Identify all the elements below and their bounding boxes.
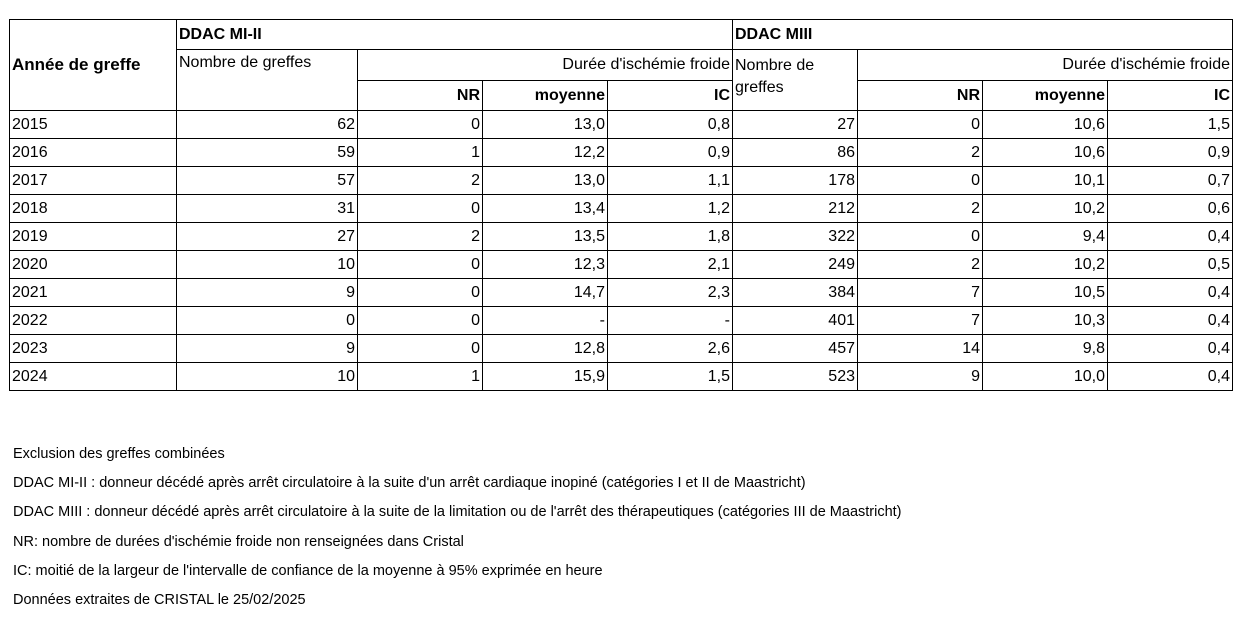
nb-greffes-cell-1: 27 <box>177 223 358 251</box>
nb-greffes-cell-2: 178 <box>733 167 858 195</box>
nb-greffes-cell-2: 249 <box>733 251 858 279</box>
nr-cell-1: 0 <box>358 279 483 307</box>
nb-greffes-header-2 <box>733 50 858 111</box>
ic-cell-1: 1,1 <box>608 167 733 195</box>
year-cell: 2020 <box>10 251 177 279</box>
nb-greffes-header-1: Nombre de greffes <box>177 50 358 111</box>
nr-cell-2: 14 <box>858 335 983 363</box>
nb-greffes-cell-1: 59 <box>177 139 358 167</box>
moyenne-cell-1: 12,3 <box>483 251 608 279</box>
table-row <box>10 111 1233 139</box>
moyenne-cell-1: 13,0 <box>483 167 608 195</box>
group-header-ddac-mi-ii: DDAC MI-II <box>177 20 733 50</box>
nr-cell-2: 0 <box>858 111 983 139</box>
nr-cell-2: 2 <box>858 195 983 223</box>
moyenne-cell-2: 9,8 <box>983 335 1108 363</box>
nb-greffes-cell-1: 0 <box>177 307 358 335</box>
nb-greffes-cell-2: 457 <box>733 335 858 363</box>
ic-header-2: IC <box>1108 81 1233 111</box>
moyenne-cell-1: 13,4 <box>483 195 608 223</box>
ic-cell-1: 1,8 <box>608 223 733 251</box>
table-body <box>10 111 1233 391</box>
ic-cell-1: 1,2 <box>608 195 733 223</box>
table-row <box>10 139 1233 167</box>
table-row <box>10 307 1233 335</box>
note-ddac-miii: DDAC MIII : donneur décédé après arrêt circulatoire à la suite de la limitation ou de l'arrêt des thérapeutiques (catégories III de Maastricht) <box>13 504 902 521</box>
ic-cell-2: 0,4 <box>1108 363 1233 391</box>
moyenne-cell-2: 10,2 <box>983 195 1108 223</box>
nb-greffes-header-2-line2: greffes <box>735 79 784 96</box>
moyenne-cell-2: 10,1 <box>983 167 1108 195</box>
nb-greffes-cell-2: 523 <box>733 363 858 391</box>
note-nr: NR: nombre de durées d'ischémie froide non renseignées dans Cristal <box>13 533 464 550</box>
moyenne-cell-1: 15,9 <box>483 363 608 391</box>
ic-cell-2: 0,7 <box>1108 167 1233 195</box>
nr-cell-2: 2 <box>858 139 983 167</box>
year-cell: 2019 <box>10 223 177 251</box>
nr-header-1: NR <box>358 81 483 111</box>
moyenne-cell-2: 10,6 <box>983 111 1108 139</box>
nr-cell-1: 0 <box>358 251 483 279</box>
ischemia-table <box>9 19 1233 391</box>
year-cell: 2022 <box>10 307 177 335</box>
nr-cell-2: 0 <box>858 223 983 251</box>
ic-cell-1: 2,3 <box>608 279 733 307</box>
header-row-1 <box>10 20 1233 50</box>
moyenne-header-2: moyenne <box>983 81 1108 111</box>
ic-cell-2: 1,5 <box>1108 111 1233 139</box>
nr-cell-1: 2 <box>358 167 483 195</box>
nr-cell-1: 0 <box>358 307 483 335</box>
moyenne-cell-2: 10,0 <box>983 363 1108 391</box>
year-column-header: Année de greffe <box>10 20 177 111</box>
ic-cell-1: 2,6 <box>608 335 733 363</box>
nr-cell-1: 2 <box>358 223 483 251</box>
table-row <box>10 251 1233 279</box>
moyenne-header-1: moyenne <box>483 81 608 111</box>
duree-header-1: Durée d'ischémie froide <box>358 50 733 81</box>
moyenne-cell-1: 12,2 <box>483 139 608 167</box>
year-cell: 2024 <box>10 363 177 391</box>
nb-greffes-cell-1: 10 <box>177 251 358 279</box>
moyenne-cell-1: 14,7 <box>483 279 608 307</box>
nr-cell-2: 0 <box>858 167 983 195</box>
nr-cell-1: 0 <box>358 195 483 223</box>
year-cell: 2023 <box>10 335 177 363</box>
nr-cell-2: 2 <box>858 251 983 279</box>
table-row <box>10 335 1233 363</box>
duree-header-2: Durée d'ischémie froide <box>858 50 1233 81</box>
note-exclusion: Exclusion des greffes combinées <box>13 446 225 462</box>
nb-greffes-cell-2: 27 <box>733 111 858 139</box>
nb-greffes-cell-2: 384 <box>733 279 858 307</box>
nr-cell-1: 1 <box>358 363 483 391</box>
year-cell: 2015 <box>10 111 177 139</box>
ic-cell-1: 0,8 <box>608 111 733 139</box>
ic-cell-2: 0,5 <box>1108 251 1233 279</box>
note-ddac-mi-ii: DDAC MI-II : donneur décédé après arrêt circulatoire à la suite d'un arrêt cardiaque inopiné (catégories I et II de Maastricht) <box>13 475 806 492</box>
moyenne-cell-1: 12,8 <box>483 335 608 363</box>
ic-cell-2: 0,9 <box>1108 139 1233 167</box>
nb-greffes-cell-1: 10 <box>177 363 358 391</box>
table-row <box>10 223 1233 251</box>
nr-cell-1: 0 <box>358 335 483 363</box>
moyenne-cell-2: 10,6 <box>983 139 1108 167</box>
table-row <box>10 363 1233 391</box>
ic-cell-1: 2,1 <box>608 251 733 279</box>
note-source: Données extraites de CRISTAL le 25/02/2025 <box>13 591 306 608</box>
nb-greffes-cell-1: 57 <box>177 167 358 195</box>
table-row <box>10 195 1233 223</box>
year-cell: 2021 <box>10 279 177 307</box>
ic-header-1: IC <box>608 81 733 111</box>
ic-cell-1: 0,9 <box>608 139 733 167</box>
nr-cell-1: 1 <box>358 139 483 167</box>
nr-header-2: NR <box>858 81 983 111</box>
moyenne-cell-1: 13,0 <box>483 111 608 139</box>
ic-cell-2: 0,4 <box>1108 223 1233 251</box>
note-ic: IC: moitié de la largeur de l'intervalle de confiance de la moyenne à 95% exprimée en heure <box>13 562 603 579</box>
ic-cell-1: - <box>608 307 733 335</box>
moyenne-cell-2: 10,3 <box>983 307 1108 335</box>
header-row-2 <box>10 50 1233 81</box>
ic-cell-2: 0,4 <box>1108 279 1233 307</box>
moyenne-cell-2: 9,4 <box>983 223 1108 251</box>
nb-greffes-cell-1: 9 <box>177 335 358 363</box>
nr-cell-1: 0 <box>358 111 483 139</box>
moyenne-cell-1: - <box>483 307 608 335</box>
table-row <box>10 167 1233 195</box>
moyenne-cell-2: 10,2 <box>983 251 1108 279</box>
ic-cell-2: 0,6 <box>1108 195 1233 223</box>
ic-cell-2: 0,4 <box>1108 307 1233 335</box>
ic-cell-1: 1,5 <box>608 363 733 391</box>
nr-cell-2: 7 <box>858 279 983 307</box>
nb-greffes-cell-2: 322 <box>733 223 858 251</box>
group-header-ddac-miii: DDAC MIII <box>733 20 1233 50</box>
nb-greffes-cell-2: 401 <box>733 307 858 335</box>
nr-cell-2: 7 <box>858 307 983 335</box>
nb-greffes-header-2-line1: Nombre de <box>735 57 815 74</box>
nr-cell-2: 9 <box>858 363 983 391</box>
moyenne-cell-2: 10,5 <box>983 279 1108 307</box>
table-row <box>10 279 1233 307</box>
ic-cell-2: 0,4 <box>1108 335 1233 363</box>
moyenne-cell-1: 13,5 <box>483 223 608 251</box>
nb-greffes-cell-2: 86 <box>733 139 858 167</box>
year-cell: 2018 <box>10 195 177 223</box>
nb-greffes-cell-1: 62 <box>177 111 358 139</box>
year-cell: 2016 <box>10 139 177 167</box>
footnotes <box>13 444 902 619</box>
nb-greffes-cell-1: 9 <box>177 279 358 307</box>
nb-greffes-cell-1: 31 <box>177 195 358 223</box>
year-cell: 2017 <box>10 167 177 195</box>
nb-greffes-cell-2: 212 <box>733 195 858 223</box>
